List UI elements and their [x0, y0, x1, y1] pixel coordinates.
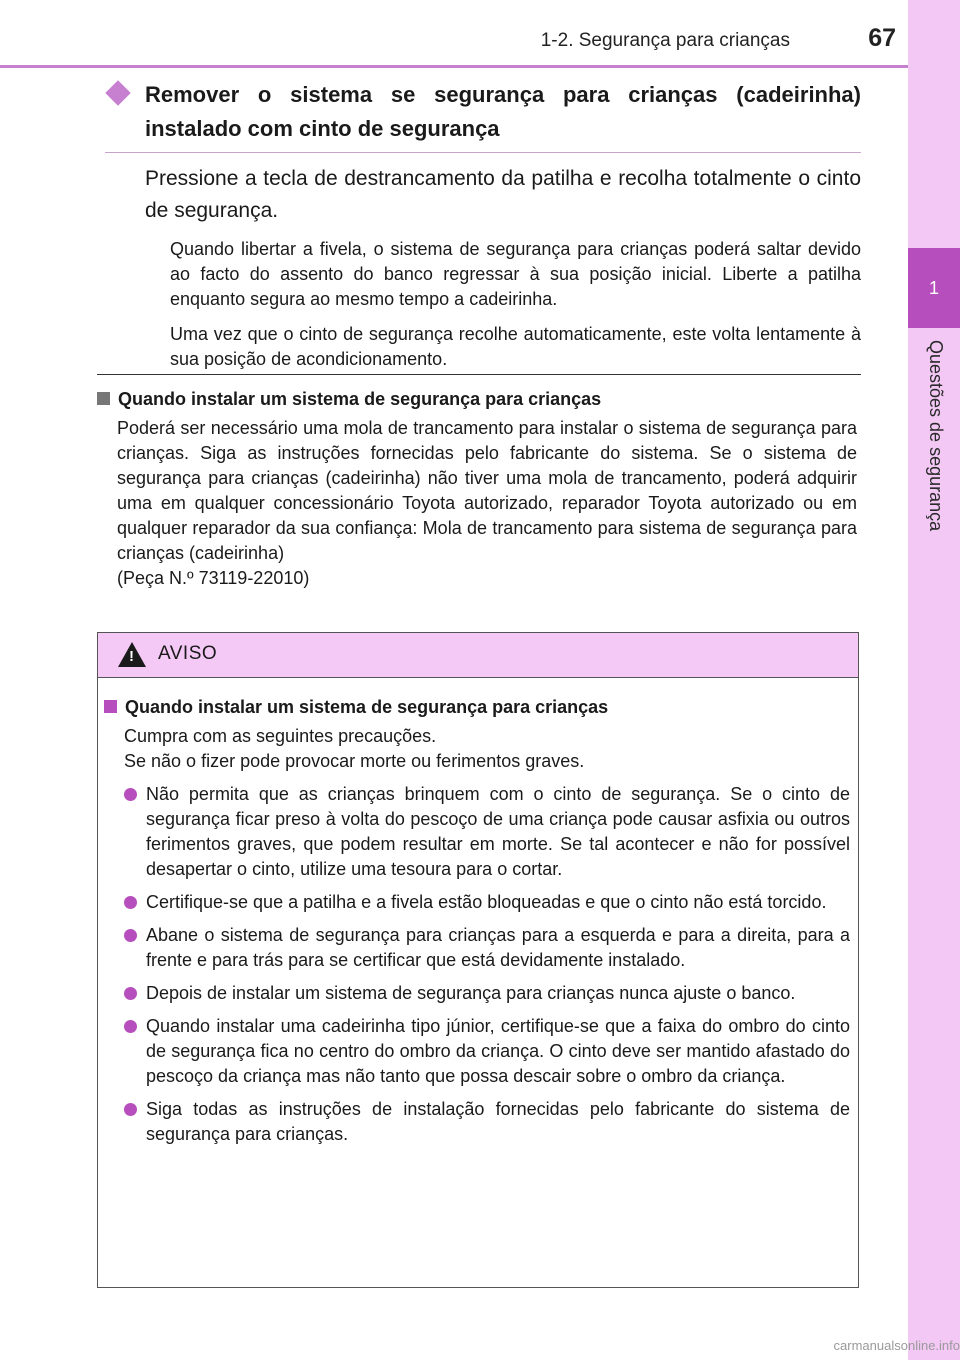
warning-triangle-icon: [118, 642, 146, 667]
warning-bullet-text: Siga todas as instruções de instalação fornecidas pelo fabricante do sistema de segurança para crianças.: [146, 1099, 850, 1144]
info-body: [117, 416, 857, 591]
warning-bullet-text: Depois de instalar um sistema de segurança para crianças nunca ajuste o banco.: [146, 983, 796, 1003]
warning-box: [97, 632, 859, 1288]
warning-bullet-text: Não permita que as crianças brinquem com o cinto de segurança. Se o cinto de segurança ficar preso à volta do pescoço de uma criança pode causar asfixia ou outros ferimentos graves, que podem resultar em morte. Se tal acontecer e não for possível desapertar o cinto, utilize uma tesoura para o cortar.: [146, 784, 850, 879]
warning-content: [98, 678, 858, 1147]
square-bullet-icon: [97, 392, 110, 405]
warning-bullet-text: Abane o sistema de segurança para crianças para a esquerda e para a direita, para a frente e para trás para se certificar que está devidamente instalado.: [146, 925, 850, 970]
warning-intro-line: Cumpra com as seguintes precauções.: [124, 726, 437, 746]
circle-bullet-icon: [124, 1103, 137, 1116]
page-number: 67: [868, 24, 896, 52]
warning-bullet-item: [124, 923, 852, 973]
warning-bullet-item: [124, 782, 852, 882]
warning-title-text: Quando instalar um sistema de segurança para crianças: [125, 697, 609, 717]
footer-watermark[interactable]: carmanualsonline.info: [833, 1338, 960, 1353]
header-rule: [0, 65, 910, 68]
subsection-title: Remover o sistema se segurança para crianças (cadeirinha) instalado com cinto de segurança: [145, 82, 861, 141]
square-bullet-icon: [104, 700, 117, 713]
note-paragraph: Uma vez que o cinto de segurança recolhe automaticamente, este volta lentamente à sua posição de acondicionamento.: [170, 324, 861, 369]
warning-intro-line: Se não o fizer pode provocar morte ou ferimentos graves.: [124, 751, 585, 771]
subsection: [105, 78, 861, 372]
warning-bullet-item: [124, 1097, 852, 1147]
section-divider: [97, 374, 861, 375]
warning-bullet-item: [124, 1014, 852, 1089]
circle-bullet-icon: [124, 896, 137, 909]
title-rule: [105, 152, 861, 153]
instruction-text: Pressione a tecla de destrancamento da patilha e recolha totalmente o cinto de segurança.: [145, 167, 861, 222]
circle-bullet-icon: [124, 987, 137, 1000]
diamond-bullet-icon: [105, 80, 130, 105]
warning-title: [104, 694, 852, 720]
warning-bullet-item: [124, 981, 852, 1006]
circle-bullet-icon: [124, 1020, 137, 1033]
header-section-title: 1-2. Segurança para crianças: [540, 30, 790, 51]
note-paragraph: Quando libertar a fivela, o sistema de segurança para crianças poderá saltar devido ao facto do assento do banco regressar à sua posição inicial. Liberte a patilha enquanto segura ao mesmo tempo a cadeirinha.: [170, 239, 861, 309]
chapter-tab-label: Questões de segurança: [926, 340, 946, 532]
warning-bullet-item: [124, 890, 852, 915]
info-body-text: Poderá ser necessário uma mola de trancamento para instalar o sistema de segurança para crianças. Siga as instruções fornecidas pelo fabricante do sistema. Se o sistema de segurança para crianças (cadeirinha) não tiver uma mola de trancamento, poderá adquirir uma em qualquer concessionário Toyota autorizado, reparador Toyota autorizado ou em qualquer reparador da sua confiança: Mola de trancamento para sistema de segurança para crianças (cadeirinha): [117, 418, 857, 563]
info-title-text: Quando instalar um sistema de segurança para crianças: [118, 389, 602, 409]
warning-label: AVISO: [158, 643, 218, 664]
chapter-tab-number[interactable]: 1: [908, 248, 960, 328]
warning-bullet-text: Certifique-se que a patilha e a fivela estão bloqueadas e que o cinto não está torcido.: [146, 892, 827, 912]
warning-bullet-text: Quando instalar uma cadeirinha tipo júnior, certifique-se que a faixa do ombro do cinto de segurança fica no centro do ombro da criança. O cinto deve ser mantido afastado do pescoço da criança mas não tanto que possa descair sobre o ombro da criança.: [146, 1016, 850, 1086]
circle-bullet-icon: [124, 929, 137, 942]
warning-intro: [124, 724, 852, 774]
info-block: [97, 386, 857, 591]
side-tab: [908, 0, 960, 1360]
circle-bullet-icon: [124, 788, 137, 801]
info-part-number: (Peça N.º 73119-22010): [117, 568, 310, 588]
warning-header: [98, 633, 858, 678]
warning-bullet-list: [124, 782, 852, 1147]
info-title: [97, 386, 857, 412]
